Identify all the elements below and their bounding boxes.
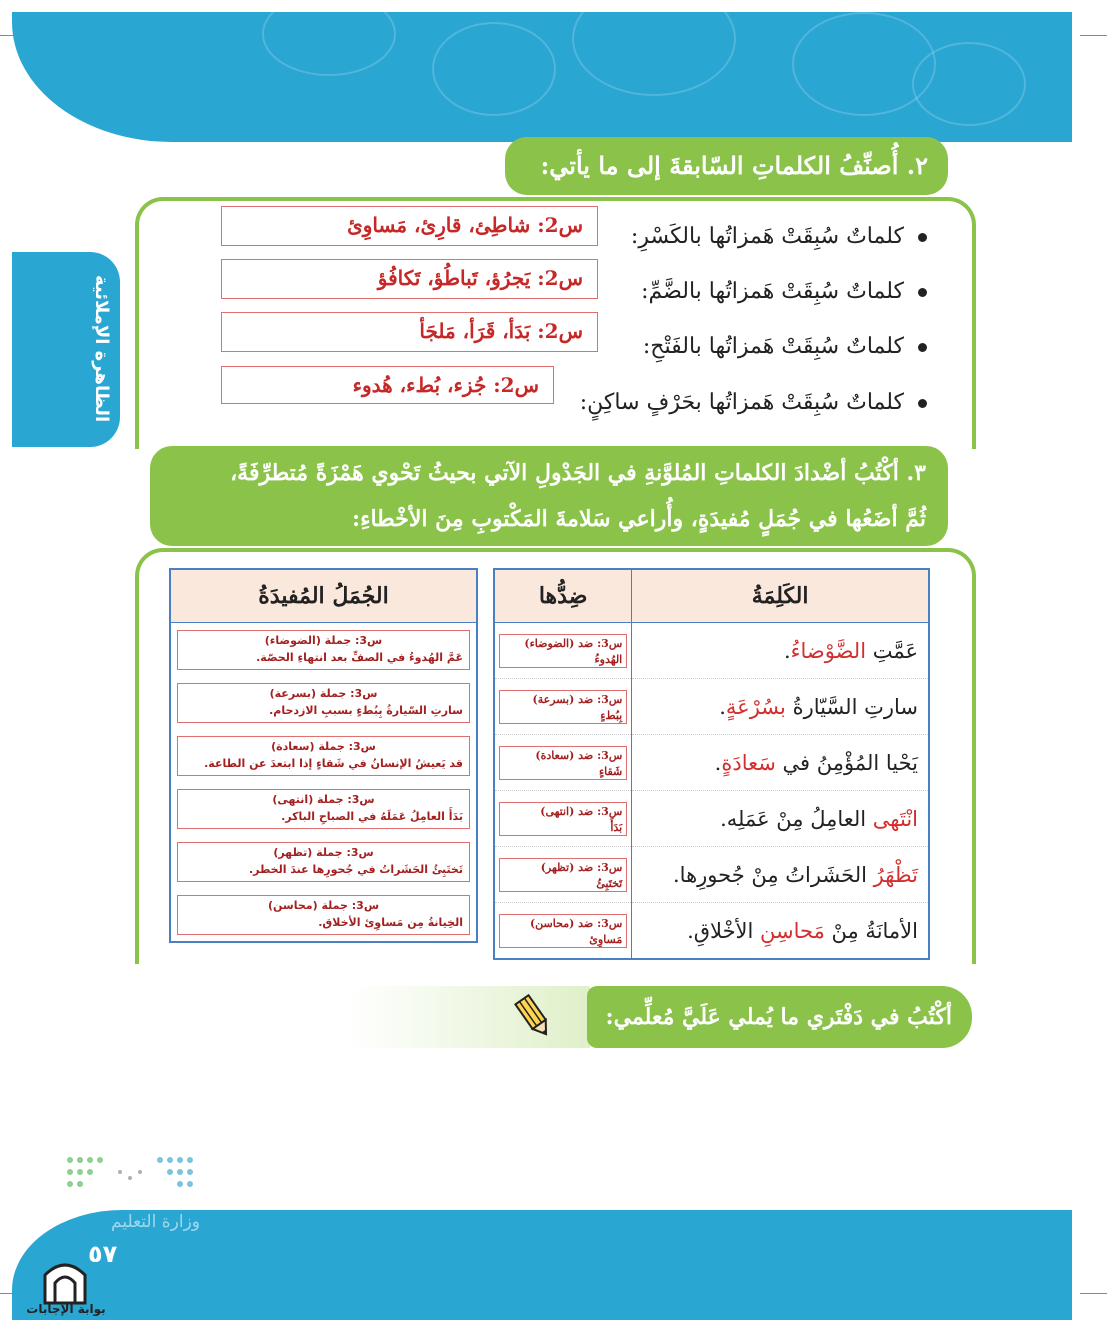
page-number: ٥٧ bbox=[88, 1240, 118, 1268]
word-before: عَمَّتِ bbox=[866, 638, 918, 663]
sentence-label: س3: جملة (انتهى) bbox=[272, 792, 375, 806]
opposite-value: بِبُطءٍ bbox=[600, 708, 623, 722]
word-cell bbox=[632, 679, 929, 735]
sentence-label: س3: جملة (محاسن) bbox=[267, 898, 379, 912]
sentence-value: بَدَأَ العامِلُ عَمَلَهُ في الصباحِ الباكر. bbox=[281, 809, 463, 823]
q2-answer-field[interactable]: س2: جُزء، بُطء، هُدوء bbox=[221, 366, 554, 404]
top-banner bbox=[12, 12, 1072, 142]
opposite-answer-field[interactable] bbox=[499, 690, 627, 724]
q2-row-label: كلماتٌ سُبِقَتْ هَمزاتُها بالضَّمِّ: bbox=[641, 279, 904, 304]
sentence-cell bbox=[170, 835, 477, 888]
opposite-value: مَساوِئ bbox=[589, 932, 623, 946]
q2-row bbox=[641, 272, 927, 312]
bullet-icon bbox=[918, 399, 927, 408]
sentence-cell bbox=[170, 729, 477, 782]
sentences-table bbox=[169, 568, 478, 943]
q2-row bbox=[643, 327, 927, 367]
q2-row-label: كلماتٌ سُبِقَتْ هَمزاتُها بالفَتْحِ: bbox=[642, 334, 904, 359]
q2-row-label: كلماتٌ سُبِقَتْ هَمزاتُها بحَرْفٍ ساكِنٍ: bbox=[579, 390, 904, 415]
word-after: الحَشَراتُ مِنْ جُحورِها. bbox=[673, 862, 874, 887]
pencil-icon bbox=[512, 992, 556, 1042]
sentence-cell bbox=[170, 623, 477, 677]
q2-header: ٢. أُصنِّفُ الكلماتِ السّابقةَ إلى ما يأتي: bbox=[505, 137, 948, 195]
word-after: العامِلُ مِنْ عَمَلِه. bbox=[720, 806, 873, 831]
sentence-answer-field[interactable] bbox=[177, 683, 470, 723]
opposite-label: س3: ضد (بسرعة) bbox=[532, 692, 623, 706]
words-table-row bbox=[494, 679, 929, 735]
sentences-table-row bbox=[170, 782, 477, 835]
opposite-cell bbox=[494, 847, 632, 903]
gate-label: بوابة الإجابات bbox=[26, 1302, 106, 1316]
colored-word: انْتَهى bbox=[872, 806, 918, 831]
bullet-icon bbox=[918, 288, 927, 297]
crop-mark bbox=[1080, 35, 1107, 36]
opposite-cell bbox=[494, 791, 632, 847]
words-table-row bbox=[494, 903, 929, 960]
words-table-row bbox=[494, 735, 929, 791]
word-cell bbox=[632, 735, 929, 791]
col-word-header: الكَلِمَةُ bbox=[632, 569, 929, 623]
opposite-answer-field[interactable] bbox=[499, 858, 627, 892]
word-before: سارتِ السَّيّارةُ bbox=[785, 694, 918, 719]
word-before: يَحْيا المُؤْمِنُ في bbox=[775, 750, 918, 775]
q2-answer-field[interactable]: س2: بَدَأ، قَرَأ، مَلجَأ bbox=[221, 312, 598, 352]
sentence-answer-field[interactable] bbox=[177, 842, 470, 882]
word-cell bbox=[632, 623, 929, 679]
sentence-label: س3: جملة (سعادة) bbox=[271, 739, 376, 753]
word-cell bbox=[632, 903, 929, 960]
opposite-cell bbox=[494, 735, 632, 791]
opposite-answer-field[interactable] bbox=[499, 914, 627, 948]
colored-word: الضَّوْضاءُ bbox=[790, 638, 867, 663]
opposite-answer-field[interactable] bbox=[499, 634, 627, 668]
side-tab bbox=[12, 252, 120, 447]
opposite-label: س3: ضد (تظهر) bbox=[540, 860, 623, 874]
sentence-value: عَمَّ الهُدوءُ في الصفِّ بعد انتهاءِ الحصّة. bbox=[256, 650, 463, 664]
opposite-cell bbox=[494, 903, 632, 960]
bullet-icon bbox=[918, 343, 927, 352]
crop-mark bbox=[1080, 1293, 1107, 1294]
word-after: الأخْلاقِ. bbox=[687, 918, 761, 943]
word-after: . bbox=[714, 750, 722, 775]
opposite-answer-field[interactable] bbox=[499, 746, 627, 780]
ministry-logo bbox=[60, 1150, 200, 1210]
word-cell bbox=[632, 847, 929, 903]
word-after: . bbox=[783, 638, 791, 663]
sentence-answer-field[interactable] bbox=[177, 736, 470, 776]
opposite-answer-field[interactable] bbox=[499, 802, 627, 836]
word-before: الأمانَةُ مِنْ bbox=[824, 918, 918, 943]
opposite-value: تَختَبِئُ bbox=[596, 876, 623, 890]
sentence-cell bbox=[170, 782, 477, 835]
words-table-row bbox=[494, 847, 929, 903]
opposite-label: س3: ضد (الضوضاء) bbox=[524, 636, 623, 650]
q2-row-label: كلماتٌ سُبِقَتْ هَمزاتُها بالكَسْرِ: bbox=[630, 224, 904, 249]
col-opposite-header: ضِدُّها bbox=[494, 569, 632, 623]
bullet-icon bbox=[918, 233, 927, 242]
sentences-table-row bbox=[170, 676, 477, 729]
colored-word: مَحاسِنِ bbox=[760, 918, 825, 943]
sentences-table-row bbox=[170, 623, 477, 677]
words-table-row bbox=[494, 623, 929, 679]
q3-header bbox=[150, 446, 948, 546]
sentences-table-row bbox=[170, 835, 477, 888]
side-tab-label: الظاهرة الإملائية bbox=[91, 275, 112, 423]
words-table-row bbox=[494, 791, 929, 847]
sentence-value: سارتِ السّيارةُ بِبُطءٍ بسببِ الازدحام. bbox=[269, 703, 463, 717]
q2-row bbox=[631, 217, 927, 257]
sentences-table-row bbox=[170, 729, 477, 782]
sentence-value: الخِيانةُ مِن مَساوِئ الأخلاق. bbox=[318, 915, 463, 929]
opposite-value: الهُدوءُ bbox=[594, 652, 623, 666]
dictation-pill: أكْتُبُ في دَفْتَري ما يُملي عَلَيَّ مُعلِّمي: bbox=[587, 986, 972, 1048]
q2-answer-field[interactable]: س2: شاطِئ، قارِئ، مَساوِئ bbox=[221, 206, 598, 246]
word-after: . bbox=[719, 694, 726, 719]
sentence-answer-field[interactable] bbox=[177, 895, 470, 935]
opposite-label: س3: ضد (سعادة) bbox=[535, 748, 623, 762]
q2-row bbox=[580, 383, 927, 423]
opposite-label: س3: ضد (انتهى) bbox=[540, 804, 623, 818]
colored-word: سَعادَةٍ bbox=[721, 750, 776, 775]
sentence-cell bbox=[170, 888, 477, 942]
col-sentences-header: الجُمَلُ المُفيدَةُ bbox=[170, 569, 477, 623]
sentence-cell bbox=[170, 676, 477, 729]
sentence-label: س3: جملة (بسرعة) bbox=[269, 686, 378, 700]
opposite-cell bbox=[494, 679, 632, 735]
sentences-table-row bbox=[170, 888, 477, 942]
colored-word: تَظْهَرُ bbox=[873, 862, 918, 887]
sentence-answer-field[interactable] bbox=[177, 630, 470, 670]
q3-header-line2: ثُمَّ أضَعُها في جُمَلٍ مُفيدَةٍ، وأُراعي سَلامةَ المَكْتوبِ مِنَ الأخْطاءِ: bbox=[352, 506, 926, 532]
sentence-label: س3: جملة (تظهر) bbox=[273, 845, 374, 859]
opposite-value: شَقاءٍ bbox=[598, 764, 623, 778]
sentence-value: قد يَعيشُ الإنسانُ في شَقاءٍ إذا ابتعدَ عن الطاعة. bbox=[204, 756, 463, 770]
opposite-value: بَدَأَ bbox=[610, 820, 623, 834]
q3-header-line1: ٣. أكْتُبُ أضْدادَ الكلماتِ المُلوَّنةِ في الجَدْولِ الآتي بحيثُ تَحْوي هَمْزَةً مُتطرِّفَةً، bbox=[230, 460, 926, 486]
sentence-label: س3: جملة (الضوضاء) bbox=[264, 633, 383, 647]
sentence-answer-field[interactable] bbox=[177, 789, 470, 829]
opposite-cell bbox=[494, 623, 632, 679]
opposite-label: س3: ضد (محاسن) bbox=[529, 916, 623, 930]
colored-word: بسُرْعَةٍ bbox=[725, 694, 786, 719]
word-cell bbox=[632, 791, 929, 847]
q2-answer-field[interactable]: س2: يَجرُؤ، تَباطُؤ، تَكافُؤ bbox=[221, 259, 598, 299]
ministry-name: وزارة التعليم bbox=[111, 1212, 200, 1232]
sentence-value: تَختَبِئُ الحَشَراتُ في جُحورِها عندَ الخطر. bbox=[248, 862, 463, 876]
words-table bbox=[493, 568, 930, 960]
